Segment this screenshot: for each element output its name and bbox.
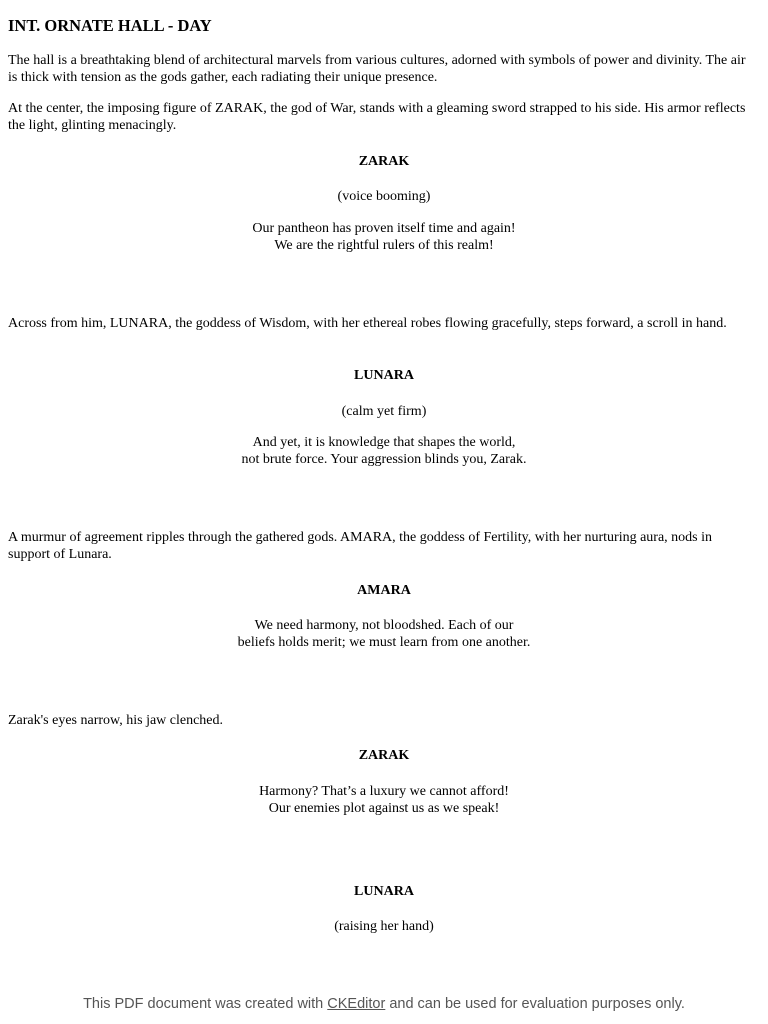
character-name: AMARA bbox=[357, 583, 411, 598]
ckeditor-link[interactable]: CKEditor bbox=[327, 996, 386, 1012]
action-paragraph: At the center, the imposing figure of ZARAK, the god of War, stands with a gleaming sword strapped to his side. His armor reflects the light, glinting menacingly. bbox=[8, 101, 746, 133]
action-paragraph: Zarak's eyes narrow, his jaw clenched. bbox=[8, 713, 224, 728]
script-page bbox=[8, 0, 752, 1024]
action-paragraph: Across from him, LUNARA, the goddess of Wisdom, with her ethereal robes flowing gracefully, steps forward, a scroll in hand. bbox=[8, 316, 727, 331]
dialogue-line: And yet, it is knowledge that shapes the world, bbox=[252, 435, 516, 450]
scene-heading: INT. ORNATE HALL - DAY bbox=[8, 16, 212, 35]
dialogue-line: Harmony? That’s a luxury we cannot afford! bbox=[259, 784, 509, 799]
dialogue-line: Our enemies plot against us as we speak! bbox=[268, 801, 500, 816]
character-name: LUNARA bbox=[354, 368, 414, 383]
parenthetical: (calm yet firm) bbox=[341, 404, 427, 419]
character-name: ZARAK bbox=[358, 748, 410, 763]
dialogue-line: not brute force. Your aggression blinds you, Zarak. bbox=[241, 452, 527, 467]
character-name: LUNARA bbox=[354, 884, 414, 899]
parenthetical: (voice booming) bbox=[337, 189, 431, 204]
dialogue-line: beliefs holds merit; we must learn from one another. bbox=[237, 635, 531, 650]
evaluation-footer bbox=[0, 995, 768, 1013]
character-name: ZARAK bbox=[358, 154, 410, 169]
dialogue-line: We need harmony, not bloodshed. Each of our bbox=[254, 618, 514, 633]
dialogue-line: We are the rightful rulers of this realm! bbox=[274, 238, 494, 253]
action-paragraph: A murmur of agreement ripples through the gathered gods. AMARA, the goddess of Fertility, with her nurturing aura, nods in support of Lunara. bbox=[8, 530, 713, 562]
action-paragraph: The hall is a breathtaking blend of architectural marvels from various cultures, adorned with symbols of power and divinity. The air is thick with tension as the gods gather, each radiating their unique presence. bbox=[8, 53, 746, 85]
dialogue-line: Our pantheon has proven itself time and again! bbox=[252, 221, 516, 236]
footer-text: and can be used for evaluation purposes only. bbox=[385, 996, 685, 1012]
parenthetical: (raising her hand) bbox=[334, 919, 434, 934]
footer-text: This PDF document was created with bbox=[83, 996, 328, 1012]
